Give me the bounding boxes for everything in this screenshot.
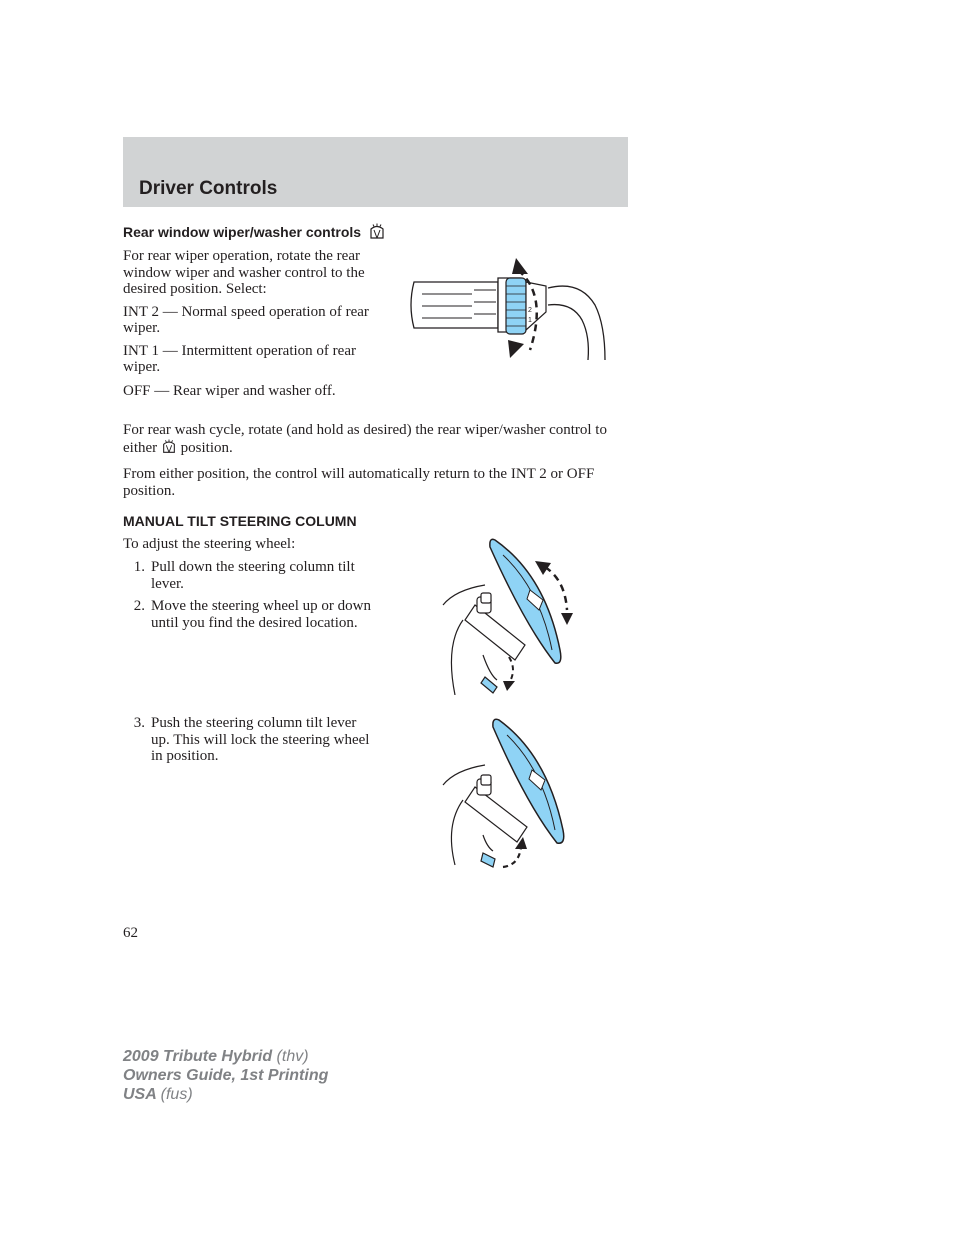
rear-wash-text: For rear wash cycle, rotate (and hold as desired) the rear wiper/washer control to either — [123, 422, 607, 456]
tilt-steps-list-b — [123, 715, 375, 765]
section-title: Driver Controls — [139, 178, 278, 199]
figure-label-pos2: 2 — [528, 307, 532, 314]
tilt-step — [123, 598, 375, 631]
rear-wiper-off: OFF — Rear wiper and washer off. — [123, 382, 336, 399]
footer-line-3 — [123, 1085, 328, 1104]
rear-wiper-heading-row — [123, 223, 386, 242]
step-text: Push the steering column tilt lever up. This will lock the steering wheel in position. — [151, 715, 370, 764]
page-number: 62 — [123, 925, 138, 941]
step-number: 1. — [133, 559, 145, 575]
rear-wiper-text-column — [123, 248, 375, 399]
tilt-steering-heading: MANUAL TILT STEERING COLUMN — [123, 513, 357, 529]
rear-wiper-int2: INT 2 — Normal speed operation of rear wiper. — [123, 303, 369, 336]
rear-wiper-heading: Rear window wiper/washer controls — [123, 224, 362, 240]
footer-line-2: Owners Guide, 1st Printing — [123, 1067, 329, 1084]
footer-model-code: (thv) — [276, 1048, 309, 1065]
wiper-control-figure — [400, 250, 615, 365]
tilt-step — [123, 715, 375, 765]
document-footer — [123, 1047, 328, 1104]
footer-market-code: (fus) — [160, 1086, 193, 1103]
rear-wash-paragraph — [123, 422, 615, 456]
step-text: Pull down the steering column tilt lever. — [151, 559, 355, 592]
footer-model: 2009 Tribute Hybrid — [123, 1048, 273, 1065]
footer-line-1 — [123, 1047, 328, 1066]
rear-wiper-intro: For rear wiper operation, rotate the rear window wiper and washer control to the desired position. Select: — [123, 248, 365, 297]
step-number: 2. — [133, 598, 145, 614]
rear-washer-icon-inline — [161, 439, 177, 455]
step-number: 3. — [133, 715, 145, 731]
figure-label-pos1: 1 — [528, 317, 532, 324]
rear-wiper-int1: INT 1 — Intermittent operation of rear wiper. — [123, 342, 356, 375]
rear-wash-text-after: position. — [180, 439, 233, 456]
section-header-band — [123, 137, 628, 207]
rear-washer-icon — [368, 223, 386, 241]
tilt-intro: To adjust the steering wheel: — [123, 536, 296, 552]
tilt-steps-list-a — [123, 559, 375, 631]
steering-tilt-unlock-figure — [435, 535, 615, 695]
footer-market: USA — [123, 1086, 157, 1103]
step-text: Move the steering wheel up or down until you find the desired location. — [151, 598, 371, 631]
steering-tilt-lock-figure — [435, 715, 615, 875]
tilt-step — [123, 559, 375, 592]
auto-return-paragraph: From either position, the control will automatically return to the INT 2 or OFF position. — [123, 466, 595, 499]
